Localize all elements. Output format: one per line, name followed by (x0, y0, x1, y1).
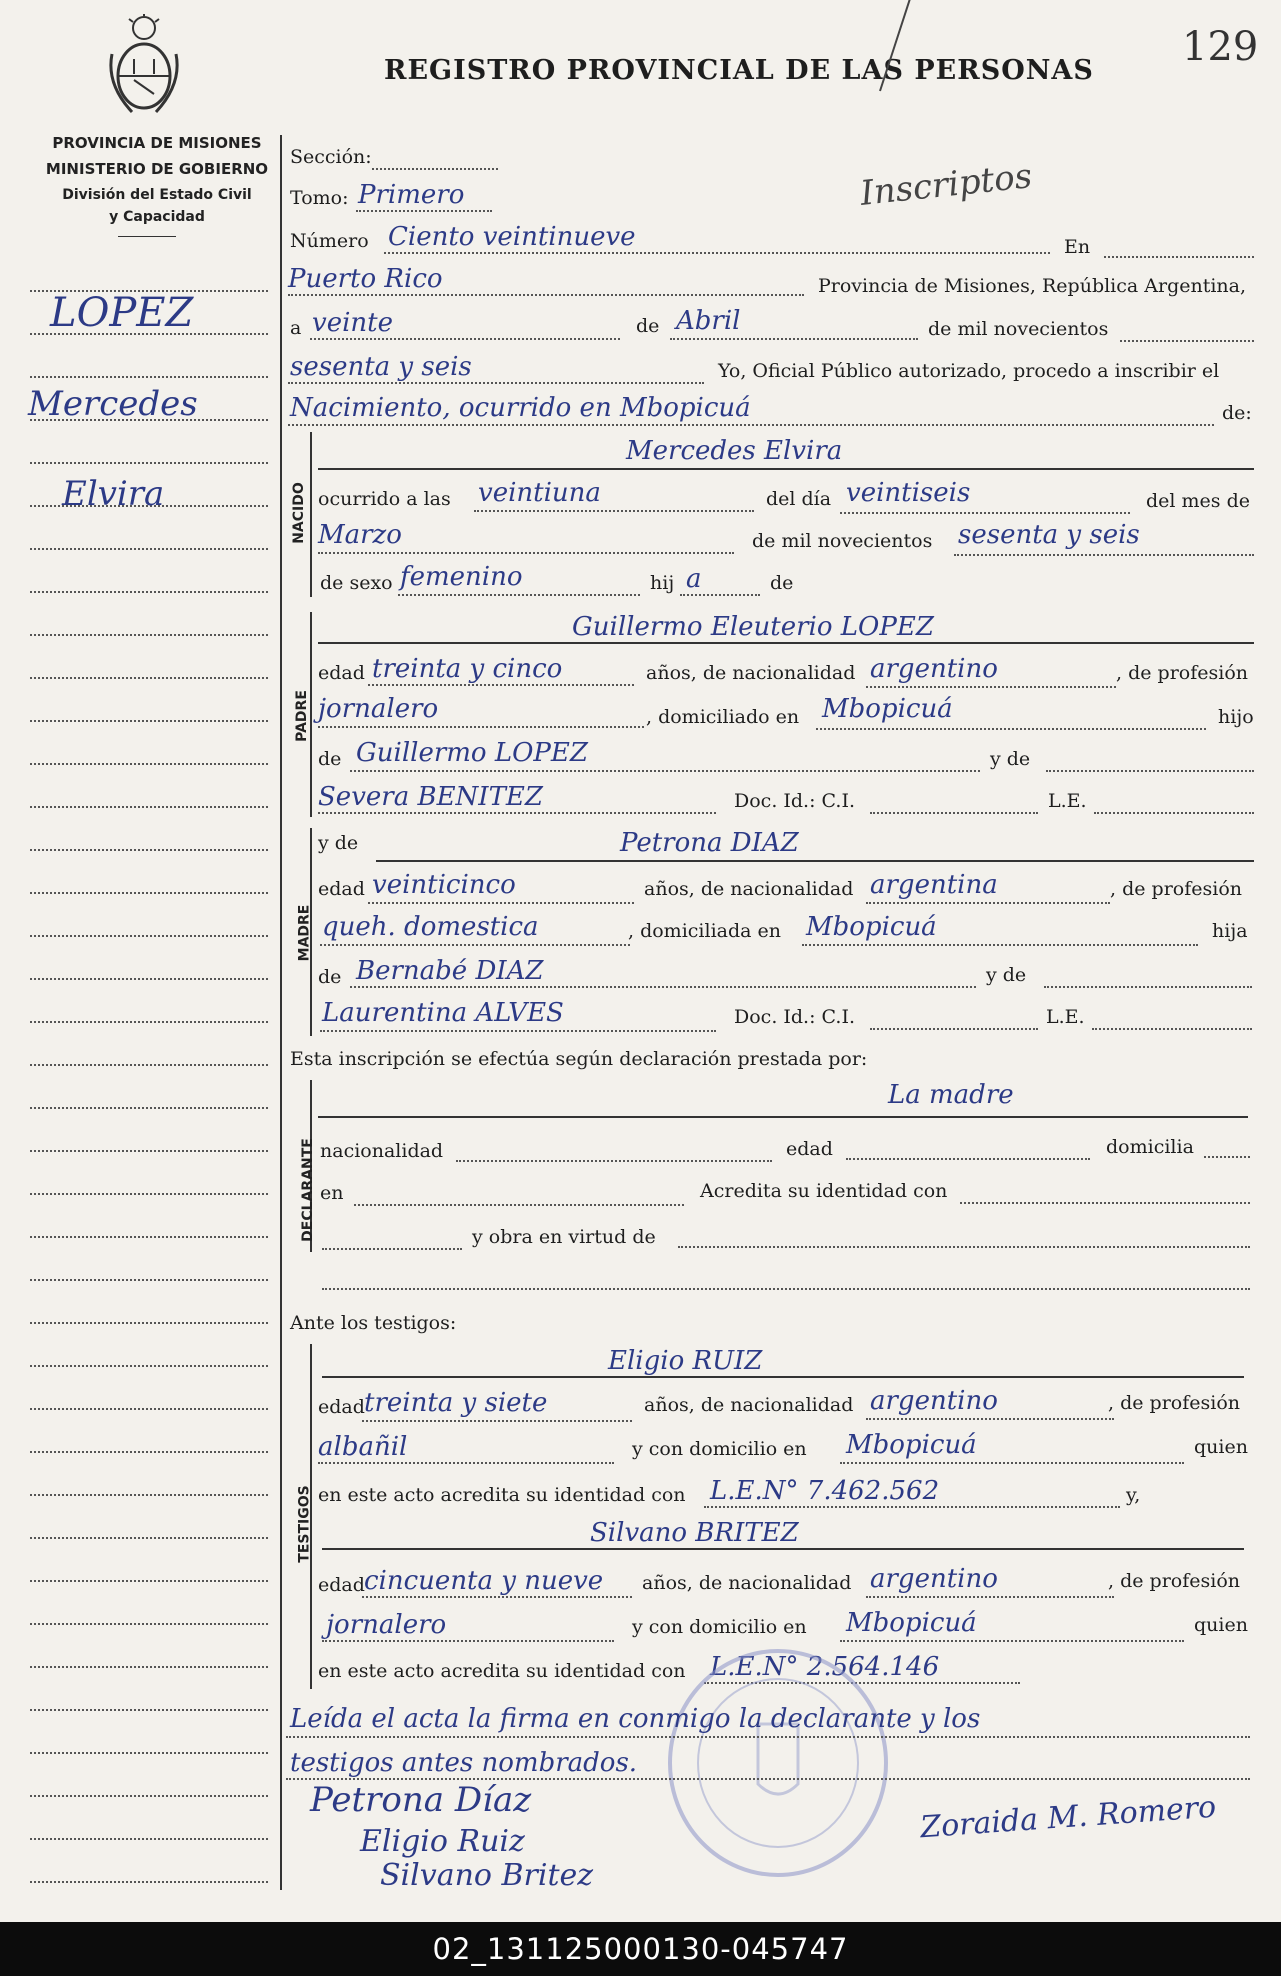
label-de-abuelo-mat: de (318, 966, 342, 988)
padre-dom-line (816, 728, 1206, 730)
cierre1-line (286, 1736, 1250, 1738)
label-edad-madre: edad (318, 878, 365, 900)
value-madre-edad: veinticinco (372, 870, 516, 900)
hora-line (474, 510, 754, 512)
margin-ruled-line (30, 1881, 268, 1883)
mes-nac-line (318, 552, 734, 554)
label-con-dom-t2: y con domicilio en (632, 1616, 807, 1638)
label-prof-padre: , de profesión (1116, 662, 1248, 684)
margin-ruled-line (30, 1666, 268, 1668)
margin-ruled-line (30, 1408, 268, 1410)
declarante-name-line (318, 1116, 1248, 1118)
decl-dom-line (1204, 1156, 1250, 1158)
label-acto-t2: en este acto acredita su identidad con (318, 1660, 686, 1682)
label-y-de-madre: y de (318, 832, 359, 854)
y-de-madre-line (1044, 986, 1252, 988)
label-ocurrido: ocurrido a las (318, 488, 451, 510)
margin-surname: LOPEZ (50, 290, 194, 336)
acto-line (288, 424, 1214, 426)
annotation-inscriptos: Inscriptos (858, 156, 1034, 214)
label-hija: hija (1212, 920, 1248, 942)
padre-name-line (318, 642, 1254, 644)
label-hijo: hijo (1218, 706, 1254, 728)
label-edad-padre: edad (318, 662, 365, 684)
en-line (1104, 256, 1254, 258)
label-edad-t1: edad (318, 1396, 365, 1418)
t2-prof-line (322, 1640, 614, 1642)
signature-silvano: Silvano Britez (380, 1858, 594, 1893)
margin-ruled-line (30, 1064, 268, 1066)
mil-line (1120, 340, 1254, 342)
label-de-sexo: de (770, 572, 794, 594)
dia-line (310, 338, 620, 340)
label-nac-padre: años, de nacionalidad (646, 662, 856, 684)
value-t2-dom: Mbopicuá (846, 1608, 977, 1638)
margin-ruled-line (30, 376, 268, 378)
value-t1-nac: argentino (870, 1386, 998, 1416)
label-sexo: de sexo (320, 572, 393, 594)
label-le-padre: L.E. (1048, 790, 1087, 812)
margin-ruled-line (30, 591, 268, 593)
padre-prof-line (318, 726, 644, 728)
madre-prof-line (320, 944, 630, 946)
label-nac-madre: años, de nacionalidad (644, 878, 854, 900)
value-mes: Abril (676, 306, 741, 336)
side-label-nacido: NACIDO (290, 482, 307, 544)
margin-ruled-line (30, 720, 268, 722)
page-number: 129 (1182, 24, 1259, 70)
margin-ruled-line (30, 1279, 268, 1281)
value-dia-nac: veintiseis (846, 478, 971, 508)
madre-edad-line (368, 902, 634, 904)
padre-nac-line (866, 686, 1116, 688)
margin-ruled-line (30, 892, 268, 894)
value-mes-nac: Marzo (318, 520, 402, 550)
label-del-dia: del día (766, 488, 832, 510)
margin-name1: Mercedes (28, 384, 198, 424)
value-nacido-nombre: Mercedes Elvira (626, 436, 843, 466)
value-abuelo-mat: Bernabé DIAZ (356, 956, 544, 986)
t1-edad-line (362, 1420, 632, 1422)
label-nac-t1: años, de nacionalidad (644, 1394, 854, 1416)
label-prof-t1: , de profesión (1108, 1392, 1240, 1414)
madre-dom-line (802, 944, 1198, 946)
padre-bracket (310, 612, 312, 817)
decl-obra-line (678, 1246, 1250, 1248)
label-doc-madre: Doc. Id.: C.I. (734, 1006, 855, 1028)
decl-nac-line (456, 1160, 772, 1162)
value-cierre2: testigos antes nombrados. (290, 1748, 638, 1778)
t1-dom-line (840, 1462, 1184, 1464)
margin-ruled-line (30, 1795, 268, 1797)
value-anio-nac: sesenta y seis (958, 520, 1140, 550)
decl-en-line (354, 1204, 684, 1206)
signature-eligio: Eligio Ruiz (360, 1824, 525, 1859)
value-padre-nombre: Guillermo Eleuterio LOPEZ (572, 612, 934, 642)
margin-ruled-line (30, 806, 268, 808)
label-y-de-padre: y de (990, 748, 1031, 770)
abuela-mat-line (320, 1030, 716, 1032)
label-mil-novecientos: de mil novecientos (928, 318, 1109, 340)
label-quien-t1: quien (1194, 1436, 1248, 1458)
abuela-pat-line (318, 812, 716, 814)
margin-ruled-line (30, 1193, 268, 1195)
value-padre-prof: jornalero (318, 694, 439, 724)
label-y-de-madre2: y de (986, 964, 1027, 986)
label-en: En (1064, 236, 1091, 258)
label-y-coma: y, (1126, 1484, 1141, 1506)
value-numero: Ciento veintinueve (388, 222, 636, 252)
value-t2-doc: L.E.N° 2.564.146 (710, 1652, 940, 1682)
label-hij: hij (650, 572, 675, 594)
t2-dom-line (840, 1640, 1184, 1642)
label-de-abuelo: de (318, 748, 342, 770)
value-abuela-mat: Laurentina ALVES (322, 998, 564, 1028)
dia-nac-line (840, 512, 1130, 514)
label-inscripcion: Esta inscripción se efectúa según declaración prestada por: (290, 1048, 868, 1070)
footer-id: 02_131125000130-045747 (0, 1922, 1281, 1976)
margin-ruled-line (30, 1236, 268, 1238)
label-testigos: Ante los testigos: (290, 1312, 457, 1334)
value-t2-edad: cincuenta y nueve (364, 1566, 604, 1596)
margin-ruled-line (30, 1494, 268, 1496)
label-nac-t2: años, de nacionalidad (642, 1572, 852, 1594)
label-tomo: Tomo: (290, 187, 349, 209)
value-sexo: femenino (400, 562, 523, 592)
label-acredita: Acredita su identidad con (700, 1180, 948, 1202)
abuelo-mat-line (350, 986, 976, 988)
testigo2-name-line (322, 1548, 1244, 1550)
side-label-madre: MADRE (296, 904, 313, 962)
label-yo: Yo, Oficial Público autorizado, procedo a inscribir el (718, 360, 1220, 382)
label-con-dom-t1: y con domicilio en (632, 1438, 807, 1460)
margin-ruled-line (30, 763, 268, 765)
margin-name2: Elvira (62, 474, 165, 514)
value-testigo1: Eligio RUIZ (608, 1346, 763, 1376)
margin-ruled-line (30, 1150, 268, 1152)
mes-line (670, 338, 918, 340)
page-title: REGISTRO PROVINCIAL DE LAS PERSONAS (384, 55, 1094, 86)
y-de-padre-line (1046, 770, 1254, 772)
margin-ruled-line (30, 1838, 268, 1840)
label-domiciliada: , domiciliada en (628, 920, 781, 942)
value-t1-dom: Mbopicuá (846, 1430, 977, 1460)
label-de-colon: de: (1222, 402, 1252, 424)
label-seccion: Sección: (290, 146, 372, 168)
label-provincia: Provincia de Misiones, República Argentina, (818, 275, 1247, 297)
label-de-mes: de (636, 315, 660, 337)
tomo-line (356, 210, 492, 212)
label-a: a (290, 317, 302, 339)
le-madre-line (1092, 1028, 1252, 1030)
label-le-madre: L.E. (1046, 1006, 1085, 1028)
decl-acredita-line (960, 1202, 1250, 1204)
margin-ruled-line (30, 1623, 268, 1625)
label-edad-decl: edad (786, 1138, 833, 1160)
value-madre-dom: Mbopicuá (806, 912, 937, 942)
value-madre-nac: argentina (870, 870, 998, 900)
label-del-mes: del mes de (1146, 490, 1250, 512)
label-numero: Número (290, 230, 369, 252)
value-padre-dom: Mbopicuá (822, 694, 953, 724)
value-tomo: Primero (358, 180, 465, 210)
madre-nac-line (866, 902, 1110, 904)
decl-edad-line (846, 1158, 1090, 1160)
hij-line (680, 594, 760, 596)
side-label-declarante: DECLARANTE (299, 1138, 316, 1242)
margin-ruled-line (30, 462, 268, 464)
value-lugar: Puerto Rico (288, 264, 443, 294)
margin-ruled-line (30, 1322, 268, 1324)
t2-nac-line (866, 1596, 1114, 1598)
institution-line4: y Capacidad (109, 209, 205, 225)
label-prof-t2: , de profesión (1108, 1570, 1240, 1592)
value-madre-prof: queh. domestica (322, 912, 539, 942)
value-t2-prof: jornalero (326, 1610, 447, 1640)
testigo1-name-line (322, 1376, 1244, 1378)
value-abuela-pat: Severa BENITEZ (318, 782, 543, 812)
value-t1-doc: L.E.N° 7.462.562 (710, 1476, 940, 1506)
anio-line (288, 382, 704, 384)
margin-ruled-line (30, 849, 268, 851)
institution-line3: División del Estado Civil (62, 187, 252, 203)
label-nacionalidad: nacionalidad (320, 1140, 444, 1162)
value-padre-edad: treinta y cinco (372, 654, 563, 684)
margin-ruled-line (30, 1537, 268, 1539)
value-cierre1: Leída el acta la firma en conmigo la declarante y los (290, 1704, 981, 1734)
padre-edad-line (368, 684, 634, 686)
value-acto: Nacimiento, ocurrido en Mbopicuá (290, 393, 751, 423)
coat-of-arms-icon (104, 14, 184, 118)
abuelo-pat-line (350, 770, 980, 772)
label-doc-padre: Doc. Id.: C.I. (734, 790, 855, 812)
value-t1-edad: treinta y siete (364, 1388, 548, 1418)
institution-underline (118, 236, 176, 237)
label-en-decl: en (320, 1182, 344, 1204)
value-abuelo-pat: Guillermo LOPEZ (356, 738, 588, 768)
signature-petrona: Petrona Díaz (310, 1780, 532, 1820)
anio-nac-line (954, 554, 1254, 556)
value-testigo2: Silvano BRITEZ (590, 1518, 799, 1548)
value-madre-nombre: Petrona DIAZ (620, 828, 799, 858)
sexo-line (398, 594, 640, 596)
madre-name-line (376, 860, 1254, 862)
ci-padre-line (870, 812, 1038, 814)
institution-line2: MINISTERIO DE GOBIERNO (45, 160, 269, 178)
margin-ruled-line (30, 1107, 268, 1109)
decl-extra-line (322, 1288, 1250, 1290)
margin-ruled-line (30, 548, 268, 550)
margin-ruled-line (30, 1709, 268, 1711)
seccion-line (372, 168, 498, 170)
t1-prof-line (318, 1462, 614, 1464)
margin-ruled-line (30, 1021, 268, 1023)
value-hora: veintiuna (478, 478, 601, 508)
nacido-bracket (310, 432, 312, 597)
value-t2-nac: argentino (870, 1564, 998, 1594)
le-padre-line (1094, 812, 1254, 814)
margin-divider (280, 135, 282, 1890)
margin-ruled-line (30, 1752, 268, 1754)
nacido-name-line (318, 468, 1254, 470)
margin-ruled-line (30, 1580, 268, 1582)
side-label-testigos: TESTIGOS (296, 1485, 313, 1563)
label-prof-madre: , de profesión (1110, 878, 1242, 900)
institution-line1: PROVINCIA DE MISIONES (52, 134, 262, 152)
ci-madre-line (870, 1028, 1038, 1030)
value-declarante: La madre (888, 1080, 1014, 1110)
lugar-line (288, 294, 804, 296)
margin-ruled-line (30, 1451, 268, 1453)
label-acto-t1: en este acto acredita su identidad con (318, 1484, 686, 1506)
side-label-padre: PADRE (293, 690, 310, 742)
label-domicilia: domicilia (1106, 1136, 1194, 1158)
t1-nac-line (866, 1418, 1114, 1420)
value-dia: veinte (312, 308, 393, 338)
label-domiciliado: , domiciliado en (646, 706, 800, 728)
value-anio: sesenta y seis (290, 352, 472, 382)
value-padre-nac: argentino (870, 654, 998, 684)
label-obra: y obra en virtud de (472, 1226, 656, 1248)
margin-ruled-line (30, 1365, 268, 1367)
label-quien-t2: quien (1194, 1614, 1248, 1636)
margin-ruled-line (30, 634, 268, 636)
value-hij-suffix: a (686, 564, 702, 594)
margin-ruled-line (30, 935, 268, 937)
label-edad-t2: edad (318, 1574, 365, 1596)
value-t1-prof: albañil (318, 1432, 408, 1462)
t1-doc-line (704, 1506, 1120, 1508)
numero-line (384, 252, 1050, 254)
signature-oficial: Zoraida M. Romero (919, 1789, 1218, 1846)
margin-ruled-line (30, 978, 268, 980)
official-seal-icon (662, 1644, 894, 1882)
t2-edad-line (362, 1596, 632, 1598)
label-mil-novecientos-nac: de mil novecientos (752, 530, 933, 552)
margin-ruled-line (30, 677, 268, 679)
decl-obra-pre-line (322, 1248, 462, 1250)
